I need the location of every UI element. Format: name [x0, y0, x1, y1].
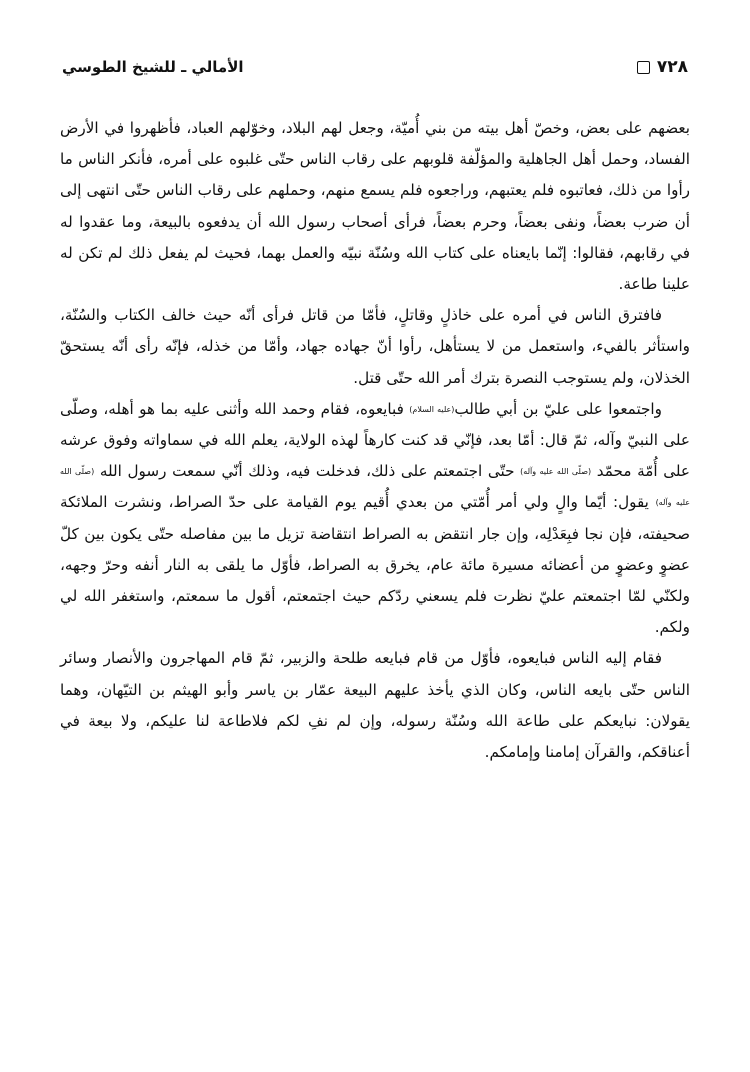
paragraph-1 — [60, 113, 690, 300]
running-title: الأمالي ـ للشيخ الطوسي — [62, 58, 244, 76]
paragraph-text: يقول: أيّما والٍ ولي أمر أُمّتي من بعدي أُقيم يوم القيامة على حدّ الصراط، ونشرت الملائكة صحيفته، فإن نجا فبِعَدْلِه، وإن جار انتقض به الصراط انتقاضة تزيل ما بين مفاصله حتّى يكون بين كلّ عضوٍ وعضوٍ من أعضائه مسيرة مائة عام، يخرق به الصراط، فأوّل ما يلقى به النار أنفه وحرّ وجهه، ولكنّي لمّا اجتمعتم عليّ نظرت فلم يسعني ردّكم حيث اجتمعتم، أقول ما سمعتم، واستغفر الله لي ولكم. — [60, 493, 690, 637]
body-text — [60, 113, 690, 768]
page-header — [62, 52, 688, 82]
paragraph-text: فقام إليه الناس فبايعوه، فأوّل من قام فبايعه طلحة والزبير، ثمّ قام المهاجرون والأنصار وسائر الناس حتّى بايعه الناس، وكان الذي يأخذ عليهم البيعة عمّار بن ياسر وأبو الهيثم بن التيّهان، وهما يقولان: نبايعكم على طاعة الله وسُنّة رسوله، وإن لم نفِ لكم فلاطاعة لنا عليكم، ولا بيعة في أعناقكم، والقرآن إمامنا وإمامكم. — [60, 649, 690, 762]
paragraph-text: واجتمعوا على عليّ بن أبي طالب — [454, 399, 662, 418]
square-ornament-icon — [637, 61, 650, 74]
paragraph-4 — [60, 643, 690, 768]
paragraph-2 — [60, 300, 690, 394]
page-number: ٧٢٨ — [656, 57, 688, 77]
honorific-salawat: (صلّى الله عليه وآله) — [520, 467, 592, 477]
paragraph-3 — [60, 394, 690, 644]
paragraph-text: فافترق الناس في أمره على خاذلٍ وقاتلٍ، فأمّا من قاتل فرأى أنّه حيث خالف الكتاب والسُنّة، واستأثر بالفيء، واستعمل من لا يستأهل، رأوا أنّ جهاده جهاد، وأمّا من خذله، فإنّه رأى أنّه يستحقّ الخذلان، ولم يستوجب النصرة بترك أمر الله حتّى قتل. — [60, 306, 690, 387]
honorific-salawat: (صلّى الله عليه وآله) — [60, 467, 690, 508]
paragraph-text: فبايعوه، فقام وحمد الله وأثنى عليه بما هو أهله، وصلّى على النبيّ وآله، ثمّ قال: أمّا بعد، فإنّي قد كنت كارهاً لهذه الولاية، يعلم الله في سماواته وفوق عرشه على أُمّة محمّد — [60, 399, 690, 481]
page-number-group — [637, 57, 688, 77]
paragraph-text: حتّى اجتمعتم على ذلك، فدخلت فيه، وذلك أنّي سمعت رسول الله — [94, 462, 521, 481]
paragraph-text: بعضهم على بعض، وخصّ أهل بيته من بني أُميّة، وجعل لهم البلاد، وخوّلهم العباد، فأظهروا في الأرض الفساد، وحمل أهل الجاهلية والمؤلّفة قلوبهم على رقاب الناس حتّى غلبوه على أمره، فأنكر الناس ما رأوا من ذلك، فعاتبوه فلم يعتبهم، وراجعوه فلم يسمع منهم، وحملهم على رقاب الناس حتّى انتهى إلى أن ضرب بعضاً، ونفى بعضاً، وحرم بعضاً، فرأى أصحاب رسول الله أن يدفعوه بالبيعة، وما عقدوا له في رقابهم، فقالوا: إنّما بايعناه على كتاب الله وسُنّة نبيّه والعمل بهما، فحيث لم يفعل ذلك لم تكن له علينا طاعة. — [60, 119, 690, 294]
honorific-alayhi-salam: (عليه السلام) — [409, 404, 455, 414]
